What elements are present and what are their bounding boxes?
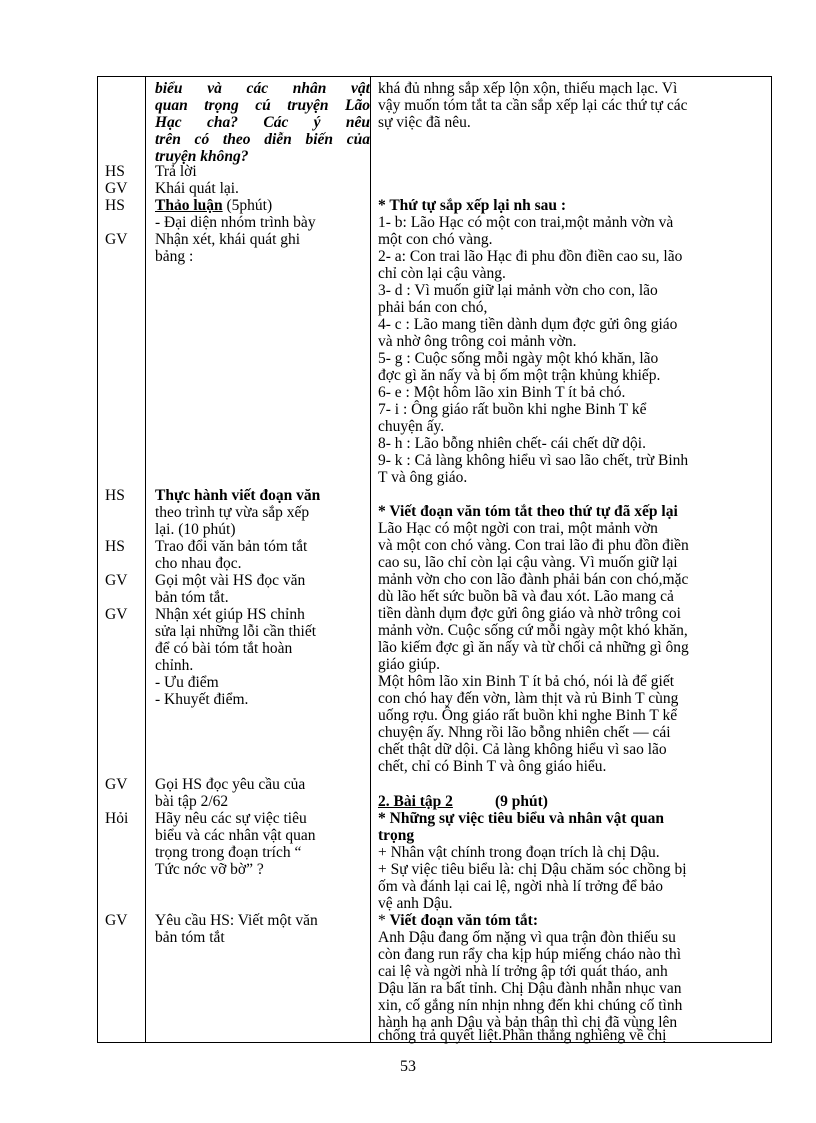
activity-bullet: - Ưu điểm — [155, 674, 219, 691]
content-line: 4- c : Lão mang tiền dành dụm đợc gửi ông giáo — [378, 316, 678, 333]
exercise-heading — [378, 793, 548, 810]
content-line: 9- k : Cả làng không hiểu vì sao lão chết, trừ Binh — [378, 452, 689, 469]
content-line: 8- h : Lão bỗng nhiên chết- cái chết dữ dội. — [378, 435, 646, 452]
content-line: đợc gì ăn nấy và bị ốm một trận khủng khiếp. — [378, 367, 661, 384]
exercise-title: 2. Bài tập 2 — [378, 793, 453, 810]
content-line: dù lão hết sức buồn bã và đau xót. Lão mang cả — [378, 588, 674, 605]
content-line: 6- e : Một hôm lão xin Binh T ít bả chó. — [378, 384, 626, 401]
activity-line: bản tóm tắt — [155, 929, 225, 946]
content-line: hành hạ anh Dậu và bản thân thì chị đã vùng lên — [378, 1014, 678, 1031]
question-line: Hạc cha? Các ý nêu — [155, 114, 370, 131]
content-line: + Sự việc tiêu biểu là: chị Dậu chăm sóc chồng bị — [378, 861, 687, 878]
activity-line: Hãy nêu các sự việc tiêu — [155, 810, 307, 827]
role-label: HS — [105, 487, 125, 504]
activity-line: biểu và các nhân vật quan — [155, 827, 316, 844]
content-line: còn đang run rẩy cha kịp húp miếng cháo nào thì — [378, 946, 682, 963]
activity-line: chỉnh. — [155, 657, 194, 674]
content-line: 1- b: Lão Hạc có một con trai,một mảnh vờn và — [378, 214, 674, 231]
content-line: lão kiếm đợc gì ăn nấy và từ chối cả những gì ông — [378, 639, 689, 656]
content-line: vậy muốn tóm tắt ta cần sắp xếp lại các thứ tự các — [378, 97, 688, 114]
role-label: Hỏi — [105, 810, 129, 827]
content-line: chuyện ấy. Nhng rồi lão bỗng nhiên chết — cái — [378, 724, 671, 741]
question-line: truyện không? — [155, 148, 249, 165]
question-line: trên có theo diễn biến của — [155, 131, 370, 148]
activity-line: trọng trong đoạn trích “ — [155, 844, 302, 861]
content-line: Lão Hạc có một ngời con trai, một mảnh vờn — [378, 520, 658, 537]
role-label: GV — [105, 231, 128, 248]
activity-line: Nhận xét giúp HS chỉnh — [155, 606, 305, 623]
activity-line: bảng : — [155, 248, 194, 265]
content-line: chống trả quyết liệt.Phần thắng nghiêng về chị — [378, 1027, 667, 1044]
content-line: khá đủ nhng sắp xếp lộn xộn, thiếu mạch lạc. Vì — [378, 80, 678, 97]
content-line: chết thật dữ dội. Cả làng không hiểu vì sao lão — [378, 741, 667, 758]
activity-line: Gọi HS đọc yêu cầu của — [155, 776, 306, 793]
content-line: uống rợu. Ông giáo rất buồn khi nghe Binh T kể — [378, 707, 678, 724]
content-line: 3- d : Vì muốn giữ lại mảnh vờn cho con, lão — [378, 282, 658, 299]
activity-line: Yêu cầu HS: Viết một văn — [155, 912, 318, 929]
question-line: quan trọng cú truyện Lão — [155, 97, 370, 114]
section-heading: * Những sự việc tiêu biểu và nhân vật quan — [378, 810, 665, 827]
content-line: vệ anh Dậu. — [378, 895, 453, 912]
activity-line: bản tóm tắt. — [155, 589, 229, 606]
exercise-time: (9 phút) — [494, 793, 548, 810]
content-line: 2- a: Con trai lão Hạc đi phu đồn điền cao su, lão — [378, 248, 683, 265]
content-line: chết, chỉ có Binh T và ông giáo hiểu. — [378, 758, 607, 775]
role-label: GV — [105, 572, 128, 589]
content-line: T và ông giáo. — [378, 469, 468, 486]
activity-line: lại. (10 phút) — [155, 521, 236, 538]
role-label: GV — [105, 912, 128, 929]
content-line: + Nhân vật chính trong đoạn trích là chị Dậu. — [378, 844, 660, 861]
activity-bullet: - Khuyết điểm. — [155, 691, 249, 708]
activity-line: Gọi một vài HS đọc văn — [155, 572, 306, 589]
role-label: GV — [105, 180, 128, 197]
section-heading: * Thứ tự sắp xếp lại nh sau : — [378, 197, 567, 214]
content-line: và nhờ ông trông coi mảnh vờn. — [378, 333, 577, 350]
section-heading: trọng — [378, 827, 415, 844]
content-line: giáo giúp. — [378, 656, 440, 673]
content-line: cao su, lão chỉ còn lại cậu vàng. Vì muốn giữ lại — [378, 554, 678, 571]
activity-line: bài tập 2/62 — [155, 793, 229, 810]
activity-line: theo trình tự vừa sắp xếp — [155, 504, 310, 521]
content-line: tiền dành dụm đợc gửi ông giáo và nhờ trông coi — [378, 605, 681, 622]
role-label: GV — [105, 606, 128, 623]
activity-heading: Thực hành viết đoạn văn — [155, 487, 321, 504]
content-line: chỉ còn lại cậu vàng. — [378, 265, 506, 282]
role-label: GV — [105, 776, 128, 793]
section-heading: * Viết đoạn văn tóm tắt theo thứ tự đã xếp lại — [378, 503, 678, 520]
role-label: HS — [105, 538, 125, 555]
page-number: 53 — [400, 1058, 416, 1075]
content-line: Dậu lăn ra bất tỉnh. Chị Dậu đành nhẫn nhục van — [378, 980, 682, 997]
content-line: sự việc đã nêu. — [378, 114, 471, 131]
content-line: phải bán con chó, — [378, 299, 488, 316]
content-line: và một con chó vàng. Con trai lão đi phu đồn điền — [378, 537, 689, 554]
content-line: cai lệ và ngời nhà lí trởng ập tới quát tháo, anh — [378, 963, 668, 980]
activity-line: Nhận xét, khái quát ghi — [155, 231, 301, 248]
question-line: biểu và các nhân vật — [155, 80, 370, 97]
activity-line: Trao đổi văn bản tóm tắt — [155, 538, 308, 555]
activity-line: để có bài tóm tắt hoàn — [155, 640, 293, 657]
role-label: HS — [105, 197, 125, 214]
section-heading: * Viết đoạn văn tóm tắt: — [378, 912, 539, 929]
activity-line: - Đại diện nhóm trình bày — [155, 214, 316, 231]
discussion-title: Thảo luận — [155, 197, 223, 214]
content-line: xin, cố gắng nín nhịn nhng đến khi chúng cố tình — [378, 997, 683, 1014]
activity-line: Trả lời — [155, 163, 197, 180]
activity-heading — [155, 197, 272, 214]
lesson-table — [97, 76, 772, 1043]
content-line: 7- i : Ông giáo rất buồn khi nghe Binh T kể — [378, 401, 647, 418]
content-line: chuyện ấy. — [378, 418, 445, 435]
content-line: Một hôm lão xin Binh T ít bả chó, nói là để giết — [378, 673, 675, 690]
column-divider — [145, 77, 146, 1042]
role-label: HS — [105, 163, 125, 180]
content-line: một con chó vàng. — [378, 231, 493, 248]
content-line: con chó hay đến vờn, làm thịt và rủ Binh T cùng — [378, 690, 679, 707]
content-line: mảnh vờn cho con lão đành phải bán con chó,mặc — [378, 571, 689, 588]
activity-line: sửa lại những lỗi cần thiết — [155, 623, 317, 640]
activity-line: cho nhau đọc. — [155, 555, 242, 572]
column-divider — [370, 77, 371, 1042]
content-line: ốm và đánh lại cai lệ, ngời nhà lí trởng để bảo — [378, 878, 663, 895]
activity-line: Tức nớc vỡ bờ” ? — [155, 861, 264, 878]
content-line: mảnh vờn. Cuộc sống cứ mỗi ngày một khó khăn, — [378, 622, 688, 639]
discussion-time: (5phút) — [222, 197, 273, 214]
activity-line: Khái quát lại. — [155, 180, 239, 197]
content-line: 5- g : Cuộc sống mỗi ngày một khó khăn, lão — [378, 350, 659, 367]
content-line: Anh Dậu đang ốm nặng vì qua trận đòn thiếu su — [378, 929, 676, 946]
